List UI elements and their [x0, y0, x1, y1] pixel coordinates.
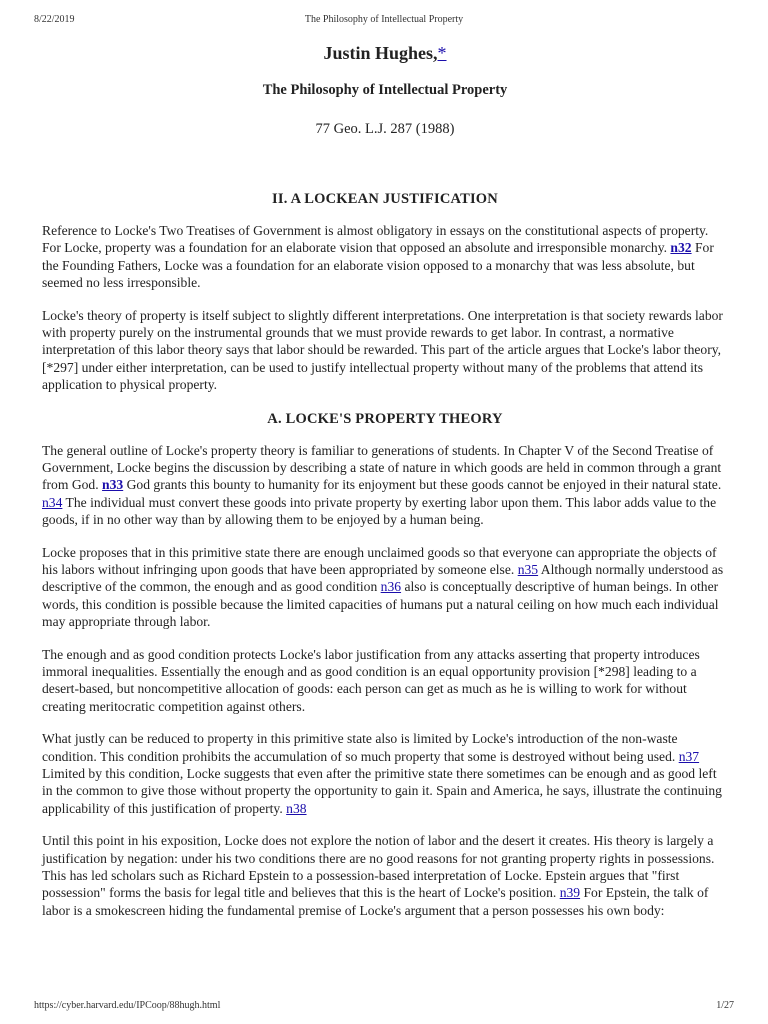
footnote-link-n35[interactable]: n35 — [517, 561, 539, 577]
print-page-number: 1/27 — [716, 1000, 734, 1011]
paragraph-1: Reference to Locke's Two Treatises of Government is almost obligatory in essays on the constitutional aspects of property. For Locke, property was a foundation for an elaborate vision that opposed an absolute and irresponsible monarchy. n32 For the Founding Fathers, Locke was a foundation for an elaborate vision opposed to a monarchy that was less absolute, but seemed no less irresponsible. — [42, 223, 714, 290]
footnote-link-n38[interactable]: n38 — [286, 800, 307, 816]
footnote-link-n36[interactable]: n36 — [380, 579, 402, 595]
author-footnote-link[interactable]: * — [437, 43, 447, 63]
section-heading: II. A LOCKEAN JUSTIFICATION — [272, 191, 498, 207]
footnote-link-n32[interactable]: n32 — [670, 240, 692, 256]
print-title: The Philosophy of Intellectual Property — [304, 14, 464, 25]
footnote-link-n33[interactable]: n33 — [102, 477, 124, 493]
footnote-link-n39[interactable]: n39 — [559, 885, 581, 901]
article-citation: 77 Geo. L.J. 287 (1988) — [315, 121, 455, 137]
paragraph-4: Locke proposes that in this primitive state there are enough unclaimed goods so that everyone can appropriate the objects of his labors without infringing upon goods that have been appropriated by someone else. n35 Although normally understood as descriptive of the common, the enough and as good condition n36 also is conceptually descriptive of human beings. In other words, this condition is possible because the limited capacities of humans put a natural ceiling on how much each individual may appropriate through labor. — [42, 544, 724, 629]
paragraph-7: Until this point in his exposition, Locke does not explore the notion of labor and the desert it creates. His theory is largely a justification by negation: under his two conditions there are no good reasons for not granting property rights in possessions. This has led scholars such as Richard Epstein to a possession-based interpretation of Locke. Epstein argues that "first possession" forms the basis for legal title and believes that this is the heart of Locke's position. n39 For Epstein, the talk of labor is a smokescreen hiding the fundamental premise of Locke's argument that a person possesses his own body: — [42, 833, 715, 918]
paragraph-5: The enough and as good condition protects Locke's labor justification from any attacks asserting that property introduces immoral inequalities. Essentially the enough and as good condition is an equal opportunity provision [*298] leading to a desert-based, but noncompetitive allocation of goods: each person can get as much as he is willing to work for without creating meritocratic competition against others. — [42, 646, 700, 714]
author-name: Justin Hughes, — [323, 43, 438, 63]
subsection-heading: A. LOCKE'S PROPERTY THEORY — [267, 410, 503, 427]
paragraph-3: The general outline of Locke's property theory is familiar to generations of students. In Chapter V of the Second Treatise of Government, Locke begins the discussion by describing a state of nature in which goods are held in common through a grant from God. n33 God grants this bounty to humanity for its enjoyment but these goods cannot be enjoyed in their natural state. n34 The individual must convert these goods into private property by exerting labor upon them. This labor adds value to the goods, if in no other way than by allowing them to be enjoyed by a human being. — [42, 442, 722, 527]
footnote-link-n37[interactable]: n37 — [678, 748, 700, 764]
print-url: https://cyber.harvard.edu/IPCoop/88hugh.html — [34, 1000, 221, 1011]
article-title: The Philosophy of Intellectual Property — [262, 82, 508, 98]
print-date: 8/22/2019 — [34, 14, 75, 25]
author-line — [42, 40, 728, 66]
paragraph-6: What justly can be reduced to property in this primitive state also is limited by Locke's introduction of the non-waste condition. This condition prohibits the accumulation of so much property that some is destroyed without being used. n37 Limited by this condition, Locke suggests that even after the primitive state there sometimes can be enough and as good left in the common to give those without property the opportunity to gain it. Spain and America, he says, illustrate the continuing applicability of this justification of property. n38 — [42, 731, 722, 816]
paragraph-2: Locke's theory of property is itself subject to slightly different interpretations. One interpretation is that society rewards labor with property purely on the instrumental grounds that we must provide rewards to get labor. In contrast, a normative interpretation of this labor theory says that labor should be rewarded. This part of the article argues that Locke's labor theory, [*297] under either interpretation, can be used to justify intellectual property without many of the problems that attend its application to physical property. — [42, 307, 723, 392]
footnote-link-n34[interactable]: n34 — [42, 494, 63, 510]
document-body — [42, 40, 728, 934]
